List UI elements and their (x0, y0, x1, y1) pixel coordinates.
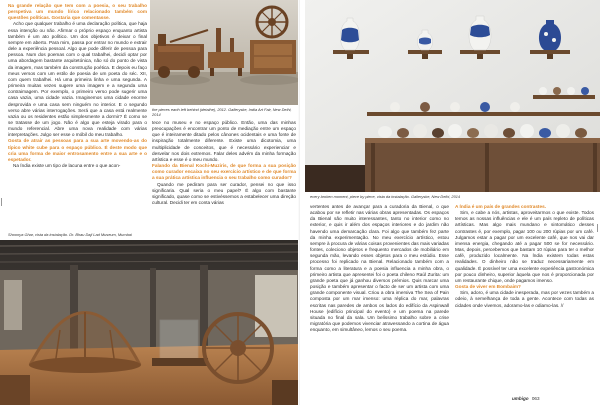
interview-question: Falando da Bienal Kochi-Muziris, de que forma a sua posição como curador encaixa no seu exercício artístico e de que forma a sua prática artística influencia o seu trabalho como curador? (152, 163, 296, 181)
photo-caption: every broken moment, piece by piece, vista da instalação. Galleryske, New Delhi, 2014 (310, 194, 461, 199)
edge-mark (1, 198, 2, 206)
interview-answer: tece no museu e no espaço público. Então, uma das minhas preocupações é encontrar um ponto de mediação entre um espaço que é inteiramente ditado pelos cânones ocidentais e uma fonte de inspiração totalmente diferente. Existe uma dicotomia, uma multiplicidade de conceitos, que é necessário experienciar e desvelar nos dois extremos. Falar deles advém da minha formação artística e esse é o meu mundo. (152, 120, 296, 162)
interview-question: A Índia é um país de grandes contrastes. (455, 204, 546, 209)
interview-question: Na grande relação que tem com a poesia, o seu trabalho perspetiva um mundo lírico relacionado também com questões políticas. Gostaria que comentasse. (8, 3, 147, 21)
right-text-column-2 (455, 204, 594, 392)
interview-answer: Sim, adoro, é uma cidade inesperada, mas por vezes também a odeio, à semelhança de toda a gente. Acontece com todas as cidades onde vivemos, adoramo-las e odiamo-las. // (455, 290, 594, 308)
interview-answer: vertentes antes de avançar para a curadoria da Bienal, o que acabou por se refletir nas várias obras apresentadas. Os espaços da Bienal são muito interessantes, tanto no interior como no exterior, e quis ir além dos espaços interiores e do jardim não havendo uma demarcação clara. Foi algo que também fez parte da minha experimentação. No meu exercício artístico, estou sempre à procura de várias coisas provenientes das mais variadas fontes, coleciono objetos e frequento mercados de mobiliário em segunda mão, levando esses objetos para o meu estúdio. Esse processo foi replicado na Bienal. Relacionado também com a forma como a literatura e a poesia influencia a minha obra, o primeiro artista que apresentei foi o poeta chileno Raúl Zurita: um grande poeta que já ganhou diversos prémios. Quis marcar uma posição e também apresentar o facto de ser um artista com uma grande componente visual. Criou a obra imersiva The Sea of Pain composta por um mar imenso: uma réplica do mar, palavras escritas nas paredes de ambos os lados do edifício da Aspinwall House (edifício principal do evento) e um poema na parede situada no final da sala. Um belíssimo trabalho sobre a crise migratória que podemos vivenciar atravessando a cortina de água enquanto, em simultâneo, lemos o seu poema. (310, 204, 449, 333)
interview-question: Gosta de atrair as pessoas para a sua arte movendo-as do típico white cube para o espaço público. É deste modo que cria uma forma de maior entrosamento entre a sua arte e o espetador. (8, 138, 147, 162)
photo-caption: the pieces earth left behind (detalhe), 2012. Galleryske, India Art Fair, New Delhi, 2014 (152, 107, 292, 117)
photo-caption: Shoonya Ghar, vista da instalação. Dr. Bhau Daji Lad Museum, Mumbai (8, 232, 132, 237)
interview-answer: Sim, e cabe a nós, artistas, aproveitarmos o que existe. Todos temos as nossas influências e ele é um país repleto de políticas artísticas. Mas algo mais mundano e sintomático desses contrastes é, por exemplo, pagar 100 ou 200 rúpias por um café. Julgamos estar a pagar por um excelente café, que nos vai dar imensa energia, chegando até a pagar 500 se for necessário. Mas, depois, percebemos que bastam 10 rúpias para ter o melhor café, produzido localmente. Na Índia existem todas estas realidades. O dinheiro não se traduz necessariamente em qualidade. É possível ter uma excelente experiência gastronómica por pouco dinheiro, superior àquela que nos é proporcionada por um restaurante chique, onde pagamos imenso. (455, 210, 594, 283)
page-footer (512, 396, 540, 402)
interview-question: Gosta de viver em Bombaim? (455, 284, 521, 290)
edge-mark (597, 224, 598, 232)
middle-text-column (152, 120, 296, 232)
vases-and-teapots-photo (305, 0, 600, 192)
interview-answer: Acho que qualquer trabalho é uma declaração política, que haja essa intenção ou não. Afirmar o próprio espaço enquanto artista também é um ato político. Um dos objetivos é deixar o final sempre em aberto. Para mim, passa por entrar no mundo e extrair dele a experiência pessoal. Algo que pode diferir de pessoa para pessoa. Num dos poemas com o qual trabalhei, decidi optar por uma abordagem bastante arquitetónica, não só do ponto de vista da imagem, mas também da construção poética. E depois eu faço meus versos com um estilo de poesia de um poeta do séc. XII, com quem trabalhei. Há uma primeira linha e uma segunda. A primeira muitas vezes sugere uma imagem e a segunda uma contraimagem. Por exemplo, o primeiro verso pode sugerir uma casa vazia, uma cidade vazia. Imaginemos uma cidade enorme desprovida e uma casa sem ninguém no interior. E o segundo verso abre várias interrogações. Será que a casa está realmente vazia ou os residentes estão simplesmente a dormir? É como se se tratasse de um jogo. Não é algo que esteja virado para o mundo referencial. Abre uma nova realidade com várias interpretações. Julgo ser esse o móbil do meu trabalho. (8, 21, 147, 138)
right-page (300, 0, 600, 405)
interview-answer: Na Índia existe um tipo de lacuna entre o que acon- (13, 163, 121, 169)
right-text-column-1 (310, 204, 449, 392)
interview-answer: Quando me pediram para ser curador, pensei no que isso significaria. Qual seria o meu papel? É algo com bastante significado, quase como se estivéssemos a estabelecer uma direção cultural. Decidi ter em conta várias (152, 181, 296, 206)
wooden-machines-photo (150, 0, 300, 105)
page-number: 063 (531, 396, 540, 401)
left-text-column (8, 3, 147, 231)
museum-installation-photo (0, 240, 300, 405)
magazine-name: umbigo (512, 396, 529, 401)
